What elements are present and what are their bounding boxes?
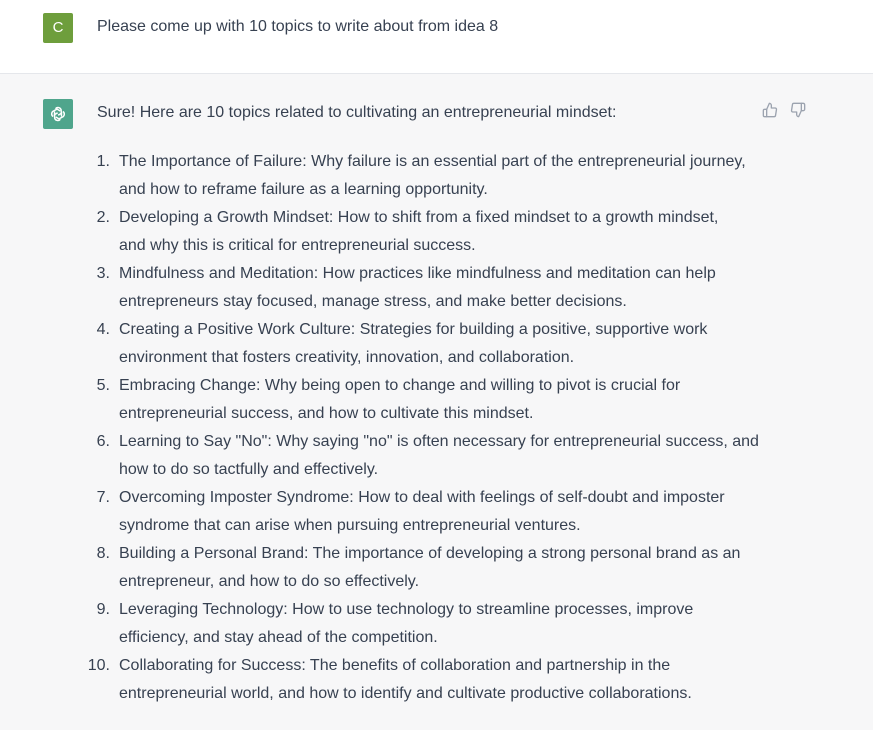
list-item-line: Creating a Positive Work Culture: Strategies for building a positive, supportive work [119,321,708,338]
list-item-text [119,652,759,708]
list-item-line: entrepreneur, and how to do so effectively. [119,573,420,590]
list-item-line: Embracing Change: Why being open to change and willing to pivot is crucial for [119,377,681,394]
list-item [0,260,716,316]
list-item-line: Mindfulness and Meditation: How practices like mindfulness and meditation can help [119,265,716,282]
list-item [0,204,719,260]
list-item-line: Overcoming Imposter Syndrome: How to deal with feelings of self-doubt and imposter [119,489,725,506]
user-message-text: Please come up with 10 topics to write about from idea 8 [97,18,499,35]
list-item-number: 2. [96,209,110,226]
list-item [0,316,708,372]
list-item-text [119,596,759,652]
list-item-line: Building a Personal Brand: The importance of developing a strong personal brand as an [119,545,741,562]
list-item-number: 7. [96,489,110,506]
thumbs-up-button[interactable] [761,101,779,119]
list-item-line: Collaborating for Success: The benefits of collaboration and partnership in the [119,657,671,674]
list-item-number: 5. [96,377,110,394]
list-item-number: 9. [96,601,110,618]
list-item-line: Developing a Growth Mindset: How to shift from a fixed mindset to a growth mindset, [119,209,719,226]
list-item-number: 3. [96,265,110,282]
openai-logo-icon [47,103,69,125]
list-item-number: 10. [87,657,110,674]
list-item [0,372,681,428]
list-item [0,484,725,540]
list-item-number: 4. [96,321,110,338]
list-item [0,428,759,484]
list-item-line: efficiency, and stay ahead of the competition. [119,629,438,646]
list-item-text [119,204,759,260]
thumbs-down-button[interactable] [789,101,807,119]
user-avatar [43,13,73,43]
list-item-text [119,484,759,540]
topic-list [0,148,759,708]
list-item-text [119,316,759,372]
assistant-message-row [0,74,873,730]
list-item-line: how to do so tactfully and effectively. [119,461,379,478]
list-item-line: syndrome that can arise when pursuing entrepreneurial ventures. [119,517,581,534]
list-item-line: and why this is critical for entrepreneurial success. [119,237,476,254]
list-item-text [119,372,759,428]
list-item-text [119,540,759,596]
assistant-intro-text: Sure! Here are 10 topics related to cultivating an entrepreneurial mindset: [97,104,617,121]
user-message-row [0,0,873,74]
list-item-line: The Importance of Failure: Why failure is an essential part of the entrepreneurial journey, [119,153,746,170]
list-item [0,652,692,708]
list-item-text [119,260,759,316]
list-item-number: 6. [96,433,110,450]
list-item-line: entrepreneurial success, and how to cultivate this mindset. [119,405,534,422]
thumbs-down-icon [790,102,806,118]
list-item [0,148,746,204]
list-item-text [119,428,759,484]
thumbs-up-icon [762,102,778,118]
list-item-number: 1. [96,153,110,170]
list-item-text [119,148,759,204]
list-item [0,540,741,596]
list-item-line: environment that fosters creativity, innovation, and collaboration. [119,349,575,366]
list-item-line: entrepreneurs stay focused, manage stress, and make better decisions. [119,293,627,310]
list-item-line: entrepreneurial world, and how to identify and cultivate productive collaborations. [119,685,692,702]
list-item [0,596,694,652]
list-item-number: 8. [96,545,110,562]
assistant-avatar [43,99,73,129]
list-item-line: and how to reframe failure as a learning opportunity. [119,181,488,198]
user-avatar-letter: C [52,19,64,36]
list-item-line: Learning to Say "No": Why saying "no" is often necessary for entrepreneurial success, and [119,433,759,450]
list-item-line: Leveraging Technology: How to use technology to streamline processes, improve [119,601,694,618]
